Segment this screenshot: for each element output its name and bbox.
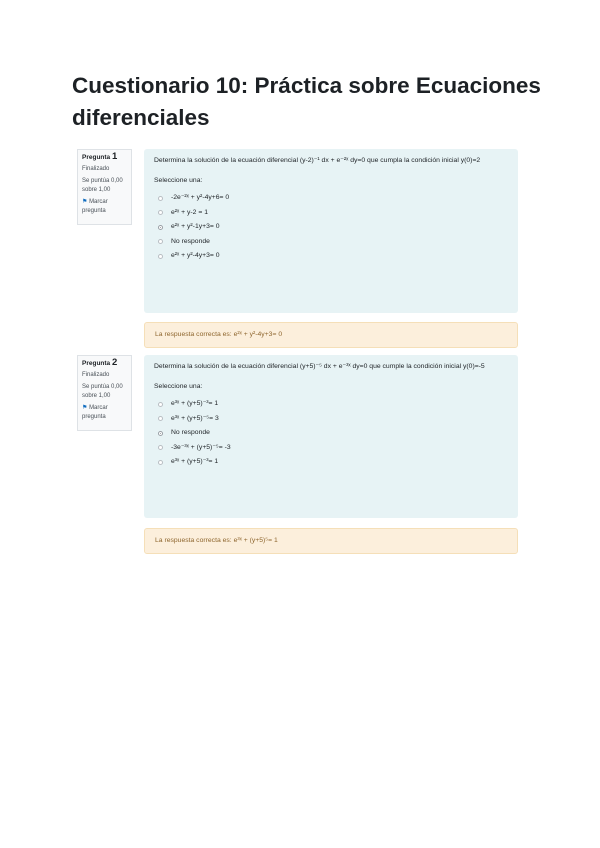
question-info-2 [77, 355, 132, 431]
answer-option-label[interactable]: No responde [171, 429, 210, 437]
flag-icon[interactable]: ⚑ [82, 405, 88, 411]
question-number-label [82, 359, 127, 369]
question-formulation-2 [144, 355, 518, 518]
radio-button[interactable] [158, 445, 163, 450]
page-title: Cuestionario 10: Práctica sobre Ecuaciones diferenciales [72, 73, 541, 130]
question-number: 2 [111, 357, 118, 368]
answer-option[interactable] [154, 235, 508, 250]
answer-option-label[interactable]: e³ˣ + (y+5)⁻⁵= 3 [171, 414, 219, 422]
radio-button[interactable] [158, 416, 163, 421]
answer-option[interactable] [154, 206, 508, 221]
question-state: Finalizado [82, 165, 110, 172]
answer-option[interactable] [154, 220, 508, 235]
answer-option[interactable] [154, 412, 508, 427]
radio-button-selected[interactable] [158, 431, 163, 436]
question-number-label [82, 153, 127, 163]
flag-label[interactable]: Marcar pregunta [82, 199, 108, 214]
question-number: 1 [111, 151, 118, 162]
correct-answer-feedback-2: La respuesta correcta es: e³ˣ + (y+5)⁵= 1 [144, 528, 518, 554]
radio-button[interactable] [158, 254, 163, 259]
answer-option[interactable] [154, 249, 508, 264]
radio-button[interactable] [158, 402, 163, 407]
question-state: Finalizado [82, 371, 110, 378]
answer-options [154, 397, 508, 470]
answer-option-label[interactable]: -2e⁻²ˣ + y²-4y+6= 0 [171, 194, 230, 202]
answer-option-label[interactable]: -3e⁻³ˣ + (y+5)⁻⁵= -3 [171, 443, 231, 451]
flag-question-link[interactable] [82, 198, 127, 215]
answer-option-label[interactable]: e²ˣ + y²-1y+3= 0 [171, 223, 220, 231]
question-info-1 [77, 149, 132, 225]
radio-button[interactable] [158, 239, 163, 244]
question-word: Pregunta [82, 360, 111, 367]
answer-option[interactable] [154, 455, 508, 470]
radio-button[interactable] [158, 210, 163, 215]
answer-option-label[interactable]: e³ˣ + (y+5)⁻³= 1 [171, 458, 219, 466]
answer-option[interactable] [154, 191, 508, 206]
answer-option[interactable] [154, 426, 508, 441]
question-formulation-1 [144, 149, 518, 313]
answer-options [154, 191, 508, 264]
radio-button[interactable] [158, 196, 163, 201]
question-grade: Se puntúa 0,00 sobre 1,00 [82, 384, 123, 399]
correct-answer-feedback-1: La respuesta correcta es: e²ˣ + y²-4y+3= 0 [144, 322, 518, 348]
answer-option[interactable] [154, 441, 508, 456]
answer-option-label[interactable]: e³ˣ + (y+5)⁻³= 1 [171, 400, 219, 408]
question-text: Determina la solución de la ecuación diferencial (y+5)⁻⁵ dx + e⁻³ˣ dy=0 que cumple la condición inicial y(0)=-5 [154, 363, 485, 370]
question-grade: Se puntúa 0,00 sobre 1,00 [82, 178, 123, 193]
answer-prompt: Seleccione una: [154, 383, 203, 390]
answer-option-label[interactable]: e²ˣ + y²-4y+3= 0 [171, 252, 220, 260]
flag-label[interactable]: Marcar pregunta [82, 405, 108, 420]
answer-option-label[interactable]: No responde [171, 237, 210, 245]
radio-button[interactable] [158, 460, 163, 465]
question-text: Determina la solución de la ecuación diferencial (y-2)⁻¹ dx + e⁻²ˣ dy=0 que cumpla la condición inicial y(0)=2 [154, 157, 481, 164]
question-word: Pregunta [82, 154, 111, 161]
flag-icon[interactable]: ⚑ [82, 199, 88, 205]
answer-option-label[interactable]: e²ˣ + y-2 = 1 [171, 208, 208, 216]
radio-button-selected[interactable] [158, 225, 163, 230]
flag-question-link[interactable] [82, 404, 127, 421]
answer-prompt: Seleccione una: [154, 177, 203, 184]
answer-option[interactable] [154, 397, 508, 412]
